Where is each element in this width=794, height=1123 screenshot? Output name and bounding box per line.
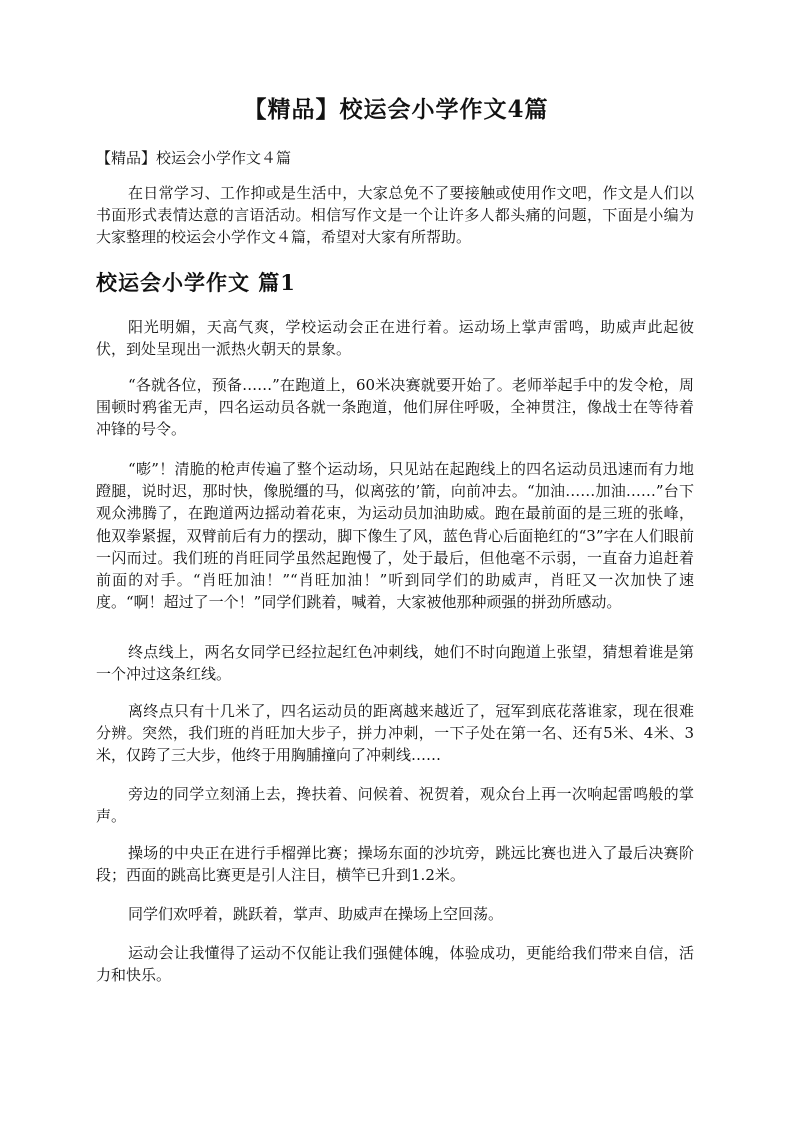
intro-paragraph: 在日常学习、工作抑或是生活中，大家总免不了要接触或使用作文吧，作文是人们以书面形式表情达意的言语活动。相信写作文是一个让许多人都头痛的问题，下面是小编为大家整理的校运会小学作文４篇，希望对大家有所帮助。	[96, 184, 694, 247]
document-title: 【精品】校运会小学作文4篇	[243, 96, 549, 123]
body-paragraph-6: 旁边的同学立刻涌上去，搀扶着、问候着、祝贺着，观众台上再一次响起雷鸣般的掌声。	[96, 785, 694, 826]
section-heading: 校运会小学作文 篇1	[96, 270, 296, 295]
body-paragraph-5: 离终点只有十几米了，四名运动员的距离越来越近了，冠军到底花落谁家，现在很难分辨。突然，我们班的肖旺加大步子，拼力冲刺，一下子处在第一名、还有5米、4米、3米，仅跨了三大步，他终于用胸脯撞向了冲刺线……	[96, 702, 694, 765]
body-paragraph-8: 同学们欢呼着，跳跃着，掌声、助威声在操场上空回荡。	[128, 905, 504, 923]
body-paragraph-7: 操场的中央正在进行手榴弹比赛；操场东面的沙坑旁，跳远比赛也进入了最后决赛阶段；西面的跳高比赛更是引人注目，横竿已升到1.2米。	[96, 844, 694, 885]
body-paragraph-4: 终点线上，两名女同学已经拉起红色冲刺线，她们不时向跑道上张望，猜想着谁是第一个冲过这条红线。	[96, 643, 694, 684]
body-paragraph-9: 运动会让我懂得了运动不仅能让我们强健体魄，体验成功，更能给我们带来自信，活力和快乐。	[96, 944, 694, 985]
body-paragraph-3: “嘭”！清脆的枪声传遍了整个运动场，只见站在起跑线上的四名运动员迅速而有力地蹬腿，说时迟，那时快，像脱缰的马，似离弦的’箭，向前冲去。“加油……加油……”台下观众沸腾了，在跑道两边摇动着花束，为运动员加油助威。跑在最前面的是三班的张峰，他双拳紧握，双臂前后有力的摆动，脚下像生了风，蓝色背心后面艳红的“3”字在人们眼前一闪而过。我们班的肖旺同学虽然起跑慢了，处于最后，但他毫不示弱，一直奋力追赶着前面的对手。“肖旺加油！”“肖旺加油！”听到同学们的助威声，肖旺又一次加快了速度。“啊！超过了一个！”同学们跳着，喊着，大家被他那种顽强的拼劲所感动。	[96, 460, 694, 612]
body-paragraph-1: 阳光明媚，天高气爽，学校运动会正在进行着。运动场上掌声雷鸣，助威声此起彼伏，到处呈现出一派热火朝天的景象。	[96, 318, 694, 359]
body-paragraph-2: “各就各位，预备……”在跑道上，60米决赛就要开始了。老师举起手中的发令枪，周围顿时鸦雀无声，四名运动员各就一条跑道，他们屏住呼吸，全神贯注，像战士在等待着冲锋的号令。	[96, 376, 694, 439]
document-subtitle: 【精品】校运会小学作文４篇	[96, 149, 292, 167]
